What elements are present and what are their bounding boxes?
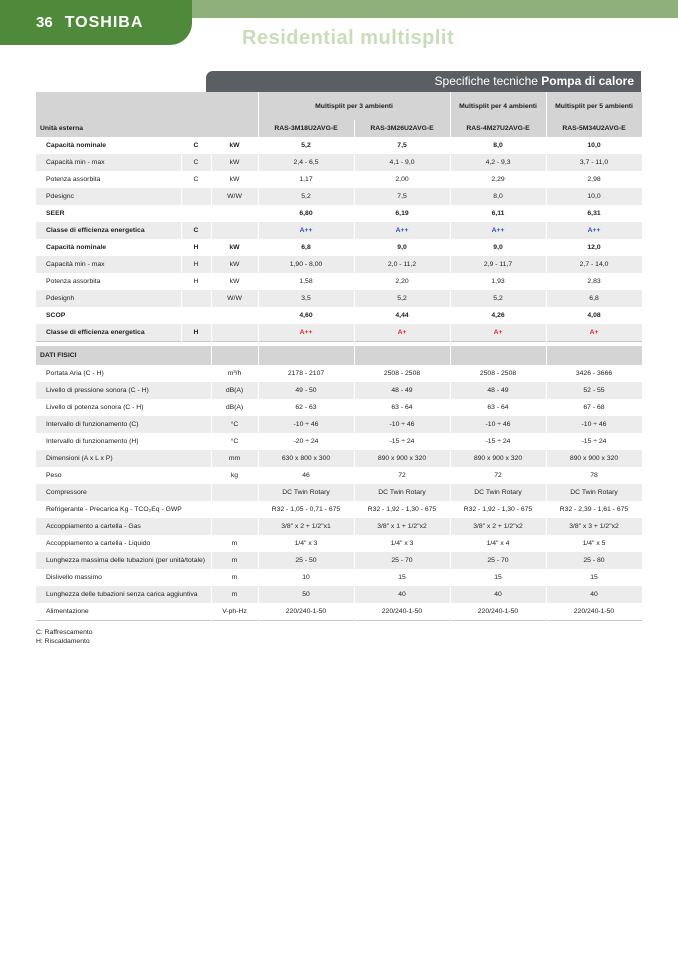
table-cell: 10,0: [546, 188, 642, 205]
model-header: RAS-5M34U2AVG-E: [546, 120, 642, 137]
table-cell: R32 - 1,92 - 1,30 - 675: [354, 501, 450, 518]
table-cell: R32 - 1,92 - 1,30 - 675: [450, 501, 546, 518]
table-cell: 12,0: [546, 239, 642, 256]
row-unit: kW: [211, 171, 258, 188]
table-cell: 72: [450, 467, 546, 484]
table-row: [36, 433, 642, 450]
group-header-4: Multisplit per 4 ambienti: [450, 92, 546, 120]
table-cell: A+: [354, 324, 450, 341]
table-cell: 25 - 70: [450, 552, 546, 569]
row-unit: °C: [211, 416, 258, 433]
table-cell: DC Twin Rotary: [354, 484, 450, 501]
row-unit: [211, 484, 258, 501]
row-unit: m³/h: [211, 365, 258, 382]
row-unit: [211, 324, 258, 341]
table-row: [36, 239, 642, 256]
table-row: [36, 552, 642, 569]
row-unit: kW: [211, 256, 258, 273]
table-cell: 15: [354, 569, 450, 586]
table-row: [36, 256, 642, 273]
row-mode: [181, 188, 211, 205]
row-mode: [181, 307, 211, 324]
group-header-3: Multisplit per 3 ambienti: [258, 92, 450, 120]
table-cell: 63 - 64: [450, 399, 546, 416]
table-cell: 5,2: [258, 188, 354, 205]
table-cell: 7,5: [354, 188, 450, 205]
table-row: [36, 290, 642, 307]
unit-label: Unità esterna: [36, 120, 258, 137]
table-cell: 2,9 - 11,7: [450, 256, 546, 273]
table-row: [36, 467, 642, 484]
row-label: Capacità min - max: [36, 256, 181, 273]
row-mode: H: [181, 256, 211, 273]
table-row: [36, 154, 642, 171]
table-cell: DC Twin Rotary: [546, 484, 642, 501]
table-cell: 6,8: [546, 290, 642, 307]
row-mode: [181, 290, 211, 307]
table-cell: -15 ÷ 24: [450, 433, 546, 450]
table-cell: 630 x 800 x 300: [258, 450, 354, 467]
table-cell: A++: [258, 324, 354, 341]
row-unit: kW: [211, 239, 258, 256]
table-cell: 2,0 - 11,2: [354, 256, 450, 273]
table-cell: -15 ÷ 24: [546, 433, 642, 450]
table-cell: -10 ÷ 46: [354, 416, 450, 433]
table-row: [36, 382, 642, 399]
table-cell: 2508 - 2508: [450, 365, 546, 382]
spec-title-bold: Pompa di calore: [541, 74, 634, 88]
table-row: [36, 518, 642, 535]
table-cell: 67 - 68: [546, 399, 642, 416]
table-cell: 9,0: [354, 239, 450, 256]
table-cell: 890 x 900 x 320: [354, 450, 450, 467]
row-label: Portata Aria (C - H): [36, 365, 211, 382]
table-cell: 9,0: [450, 239, 546, 256]
table-cell: 25 - 50: [258, 552, 354, 569]
table-cell: 2,7 - 14,0: [546, 256, 642, 273]
table-cell: 1,17: [258, 171, 354, 188]
row-unit: mm: [211, 450, 258, 467]
table-row: [36, 501, 642, 518]
row-label: Potenza assorbita: [36, 171, 181, 188]
row-label: Lunghezza massima delle tubazioni (per unità/totale): [36, 552, 211, 569]
row-unit: m: [211, 535, 258, 552]
row-mode: H: [181, 324, 211, 341]
table-cell: 890 x 900 x 320: [450, 450, 546, 467]
row-unit: kW: [211, 273, 258, 290]
table-cell: 48 - 49: [450, 382, 546, 399]
row-label: Livello di pressione sonora (C - H): [36, 382, 211, 399]
table-cell: 6,19: [354, 205, 450, 222]
table-cell: 5,2: [354, 290, 450, 307]
table-cell: 6,11: [450, 205, 546, 222]
legend: [36, 628, 93, 646]
table-cell: 40: [450, 586, 546, 603]
brand-logo: TOSHIBA: [64, 13, 144, 31]
table-cell: 2178 - 2107: [258, 365, 354, 382]
table-cell: 4,2 - 9,3: [450, 154, 546, 171]
table-cell: 40: [546, 586, 642, 603]
table-cell: 78: [546, 467, 642, 484]
table-cell: 5,2: [450, 290, 546, 307]
table-row: [36, 365, 642, 382]
table-row: [36, 324, 642, 341]
row-mode: H: [181, 273, 211, 290]
table-cell: 2508 - 2508: [354, 365, 450, 382]
table-cell: -10 ÷ 46: [450, 416, 546, 433]
group-header-5: Multisplit per 5 ambienti: [546, 92, 642, 120]
table-cell: 4,44: [354, 307, 450, 324]
table-cell: 8,0: [450, 188, 546, 205]
row-mode: C: [181, 137, 211, 154]
table-row: [36, 603, 642, 620]
table-cell: 46: [258, 467, 354, 484]
spec-title-prefix: Specifiche tecniche: [434, 74, 538, 88]
table-cell: R32 - 2,39 - 1,61 - 675: [546, 501, 642, 518]
table-cell: 10,0: [546, 137, 642, 154]
table-cell: 1/4" x 3: [354, 535, 450, 552]
row-unit: m: [211, 552, 258, 569]
table-cell: A++: [450, 222, 546, 239]
legend-item-cooling: C: Raffrescamento: [36, 629, 93, 636]
table-cell: 4,1 - 9,0: [354, 154, 450, 171]
table-cell: 3426 - 3666: [546, 365, 642, 382]
table-cell: 7,5: [354, 137, 450, 154]
table-row: [36, 484, 642, 501]
row-label: SEER: [36, 205, 181, 222]
row-label: Alimentazione: [36, 603, 211, 620]
row-unit: [211, 501, 258, 518]
table-cell: 220/240-1-50: [258, 603, 354, 620]
row-unit: kW: [211, 154, 258, 171]
row-unit: kW: [211, 137, 258, 154]
row-unit: m: [211, 586, 258, 603]
row-label: Refrigerante - Precarica Kg - TCO₂Eq - GWP: [36, 501, 211, 518]
table-cell: A++: [546, 222, 642, 239]
table-cell: -10 ÷ 46: [258, 416, 354, 433]
table-cell: DC Twin Rotary: [258, 484, 354, 501]
model-header-row: [36, 120, 642, 137]
table-cell: 2,20: [354, 273, 450, 290]
table-cell: 3/8" x 1 + 1/2"x2: [354, 518, 450, 535]
table-cell: 25 - 70: [354, 552, 450, 569]
table-row: [36, 569, 642, 586]
row-label: Capacità min - max: [36, 154, 181, 171]
row-label: Accoppiamento a cartella - Liquido: [36, 535, 211, 552]
section-header-row: [36, 346, 642, 365]
table-cell: 6,80: [258, 205, 354, 222]
table-cell: A+: [450, 324, 546, 341]
table-row: [36, 416, 642, 433]
table-row: [36, 399, 642, 416]
table-cell: 2,83: [546, 273, 642, 290]
row-unit: W/W: [211, 188, 258, 205]
table-cell: -10 ÷ 46: [546, 416, 642, 433]
table-cell: 1/4" x 3: [258, 535, 354, 552]
table-row: [36, 171, 642, 188]
table-cell: 15: [546, 569, 642, 586]
table-cell: -15 ÷ 24: [354, 433, 450, 450]
table-cell: DC Twin Rotary: [450, 484, 546, 501]
table-cell: 220/240-1-50: [450, 603, 546, 620]
table-row: [36, 205, 642, 222]
row-unit: [211, 518, 258, 535]
table-cell: 3/8" x 2 + 1/2"x1: [258, 518, 354, 535]
row-unit: m: [211, 569, 258, 586]
table-cell: 3/8" x 2 + 1/2"x2: [450, 518, 546, 535]
row-unit: dB(A): [211, 382, 258, 399]
table-cell: 3,7 - 11,0: [546, 154, 642, 171]
row-unit: V-ph-Hz: [211, 603, 258, 620]
row-label: Intervallo di funzionamento (C): [36, 416, 211, 433]
table-cell: 220/240-1-50: [354, 603, 450, 620]
table-row: [36, 586, 642, 603]
table-cell: 50: [258, 586, 354, 603]
row-unit: [211, 222, 258, 239]
row-mode: C: [181, 171, 211, 188]
table-cell: 40: [354, 586, 450, 603]
section-title: DATI FISICI: [36, 346, 211, 365]
table-row: [36, 273, 642, 290]
row-label: Capacità nominale: [36, 239, 181, 256]
row-mode: C: [181, 222, 211, 239]
table-cell: 1/4" x 5: [546, 535, 642, 552]
row-mode: C: [181, 154, 211, 171]
model-header: RAS-3M26U2AVG-E: [354, 120, 450, 137]
page-number: 36: [36, 14, 53, 31]
table-cell: 1,58: [258, 273, 354, 290]
row-mode: [181, 205, 211, 222]
row-label: Potenza assorbita: [36, 273, 181, 290]
row-label: Lunghezza delle tubazioni senza carica aggiuntiva: [36, 586, 211, 603]
row-label: Dimensioni (A x L x P): [36, 450, 211, 467]
table-cell: 220/240-1-50: [546, 603, 642, 620]
table-cell: 25 - 80: [546, 552, 642, 569]
row-label: Pdesignh: [36, 290, 181, 307]
row-label: Compressore: [36, 484, 211, 501]
page-title: Residential multisplit: [242, 27, 455, 49]
row-unit: °C: [211, 433, 258, 450]
table-cell: 2,29: [450, 171, 546, 188]
table-cell: A++: [258, 222, 354, 239]
row-label: Peso: [36, 467, 211, 484]
legend-item-heating: H: Riscaldamento: [36, 638, 90, 645]
row-unit: [211, 205, 258, 222]
column-group-header-row: [36, 92, 642, 120]
row-unit: dB(A): [211, 399, 258, 416]
table-cell: A++: [354, 222, 450, 239]
table-row: [36, 137, 642, 154]
row-label: Dislivello massimo: [36, 569, 211, 586]
table-row: [36, 535, 642, 552]
table-cell: 63 - 64: [354, 399, 450, 416]
table-cell: 6,31: [546, 205, 642, 222]
row-unit: W/W: [211, 290, 258, 307]
table-cell: 3,5: [258, 290, 354, 307]
row-label: Capacità nominale: [36, 137, 181, 154]
table-cell: 8,0: [450, 137, 546, 154]
table-cell: 10: [258, 569, 354, 586]
table-cell: 1,93: [450, 273, 546, 290]
table-row: [36, 307, 642, 324]
table-cell: 72: [354, 467, 450, 484]
row-label: Pdesignc: [36, 188, 181, 205]
table-cell: 4,26: [450, 307, 546, 324]
table-cell: 6,8: [258, 239, 354, 256]
table-cell: 4,08: [546, 307, 642, 324]
row-label: Classe di efficienza energetica: [36, 222, 181, 239]
table-cell: 5,2: [258, 137, 354, 154]
table-cell: 1/4" x 4: [450, 535, 546, 552]
table-cell: 52 - 55: [546, 382, 642, 399]
row-mode: H: [181, 239, 211, 256]
row-label: Classe di efficienza energetica: [36, 324, 181, 341]
performance-table: [36, 92, 643, 342]
table-cell: 2,98: [546, 171, 642, 188]
row-label: Intervallo di funzionamento (H): [36, 433, 211, 450]
table-cell: -20 ÷ 24: [258, 433, 354, 450]
table-cell: 48 - 49: [354, 382, 450, 399]
table-cell: 1,90 - 8,00: [258, 256, 354, 273]
table-row: [36, 222, 642, 239]
row-label: Livello di potenza sonora (C - H): [36, 399, 211, 416]
physical-data-table: [36, 346, 643, 621]
table-cell: R32 - 1,05 - 0,71 - 675: [258, 501, 354, 518]
table-cell: 49 - 50: [258, 382, 354, 399]
table-cell: 4,60: [258, 307, 354, 324]
table-cell: 2,4 - 6,5: [258, 154, 354, 171]
row-unit: [211, 307, 258, 324]
table-cell: 2,00: [354, 171, 450, 188]
spec-header: [206, 71, 641, 92]
table-cell: 15: [450, 569, 546, 586]
header-tab: [0, 0, 192, 45]
table-cell: 62 - 63: [258, 399, 354, 416]
row-label: Accoppiamento a cartella - Gas: [36, 518, 211, 535]
model-header: RAS-4M27U2AVG-E: [450, 120, 546, 137]
table-row: [36, 450, 642, 467]
table-row: [36, 188, 642, 205]
table-cell: 3/8" x 3 + 1/2"x2: [546, 518, 642, 535]
table-cell: A+: [546, 324, 642, 341]
row-unit: kg: [211, 467, 258, 484]
table-cell: 890 x 900 x 320: [546, 450, 642, 467]
row-label: SCOP: [36, 307, 181, 324]
model-header: RAS-3M18U2AVG-E: [258, 120, 354, 137]
